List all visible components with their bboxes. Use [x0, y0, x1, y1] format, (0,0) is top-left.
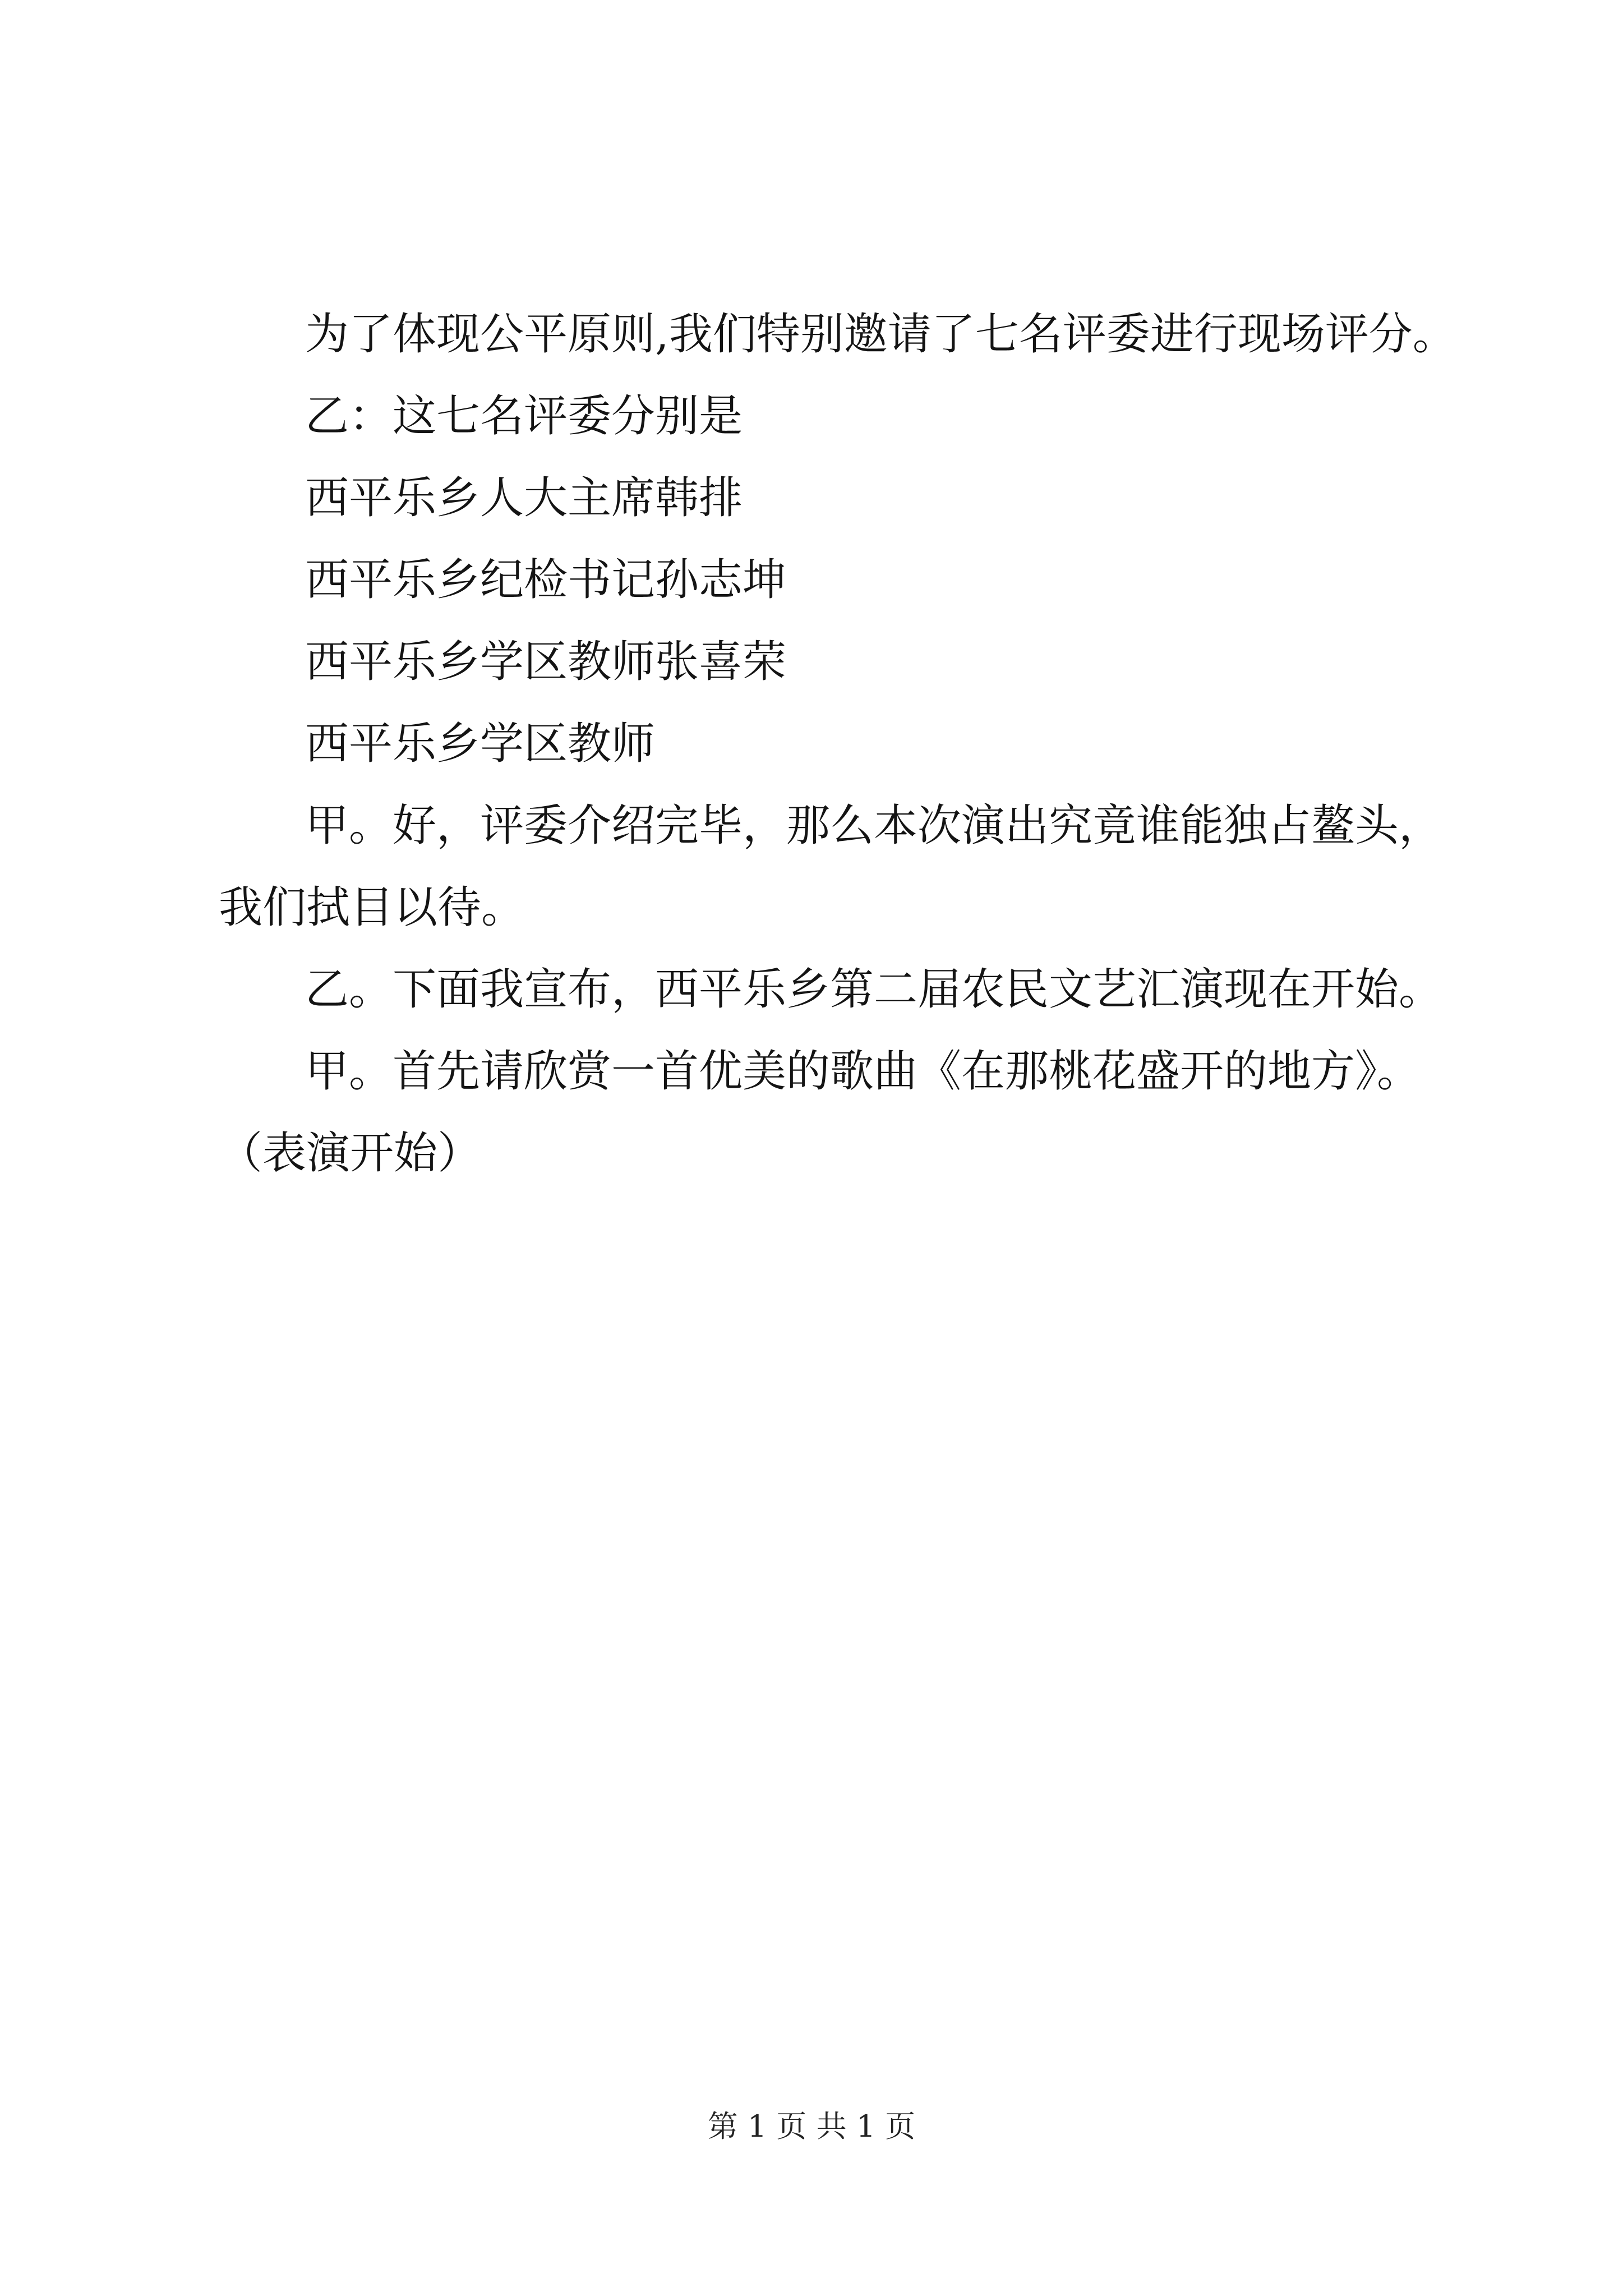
paragraph-line: 乙。下面我宣布，西平乐乡第二届农民文艺汇演现在开始。 — [305, 964, 1443, 1015]
paragraph-line: 西平乐乡学区教师 — [305, 719, 656, 769]
paragraph-line: （表演开始） — [219, 1128, 482, 1179]
paragraph-line: 乙：这七名评委分别是 — [305, 391, 743, 441]
paragraph-line: 西平乐乡人大主席韩排 — [305, 473, 743, 523]
paragraph-line: 甲。首先请欣赏一首优美的歌曲《在那桃花盛开的地方》。 — [305, 1046, 1421, 1097]
paragraph-line: 西平乐乡学区教师张喜荣 — [305, 637, 787, 687]
paragraph-line: 西平乐乡纪检书记孙志坤 — [305, 555, 787, 605]
paragraph-line: 为了体现公平原则,我们特别邀请了七名评委进行现场评分。 — [305, 309, 1456, 360]
paragraph-line: 甲。好，评委介绍完毕，那么本次演出究竟谁能独占鳌头， — [305, 800, 1443, 851]
page-number-footer: 第 1 页 共 1 页 — [707, 2109, 916, 2144]
document-body — [219, 293, 1503, 1194]
paragraph-line: 我们拭目以待。 — [219, 882, 525, 933]
